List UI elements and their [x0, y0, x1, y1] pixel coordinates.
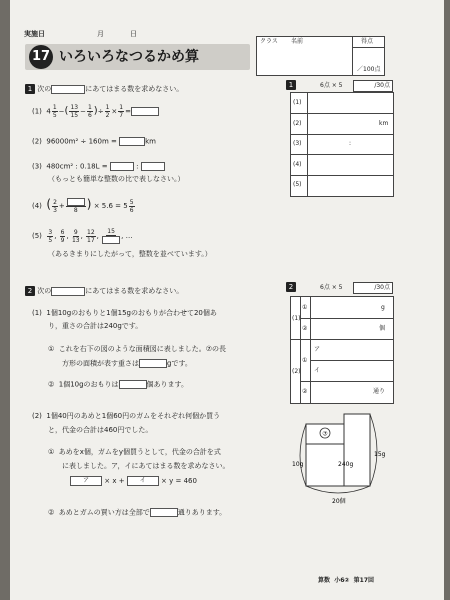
left-brace	[300, 424, 306, 486]
q1-5-answer-blank[interactable]	[102, 236, 120, 244]
q2-part2-line2: と，代金の合計は460円でした。	[48, 426, 153, 434]
lesson-number-badge: 17	[29, 45, 53, 69]
q2-1-1-answer-blank[interactable]	[139, 359, 167, 368]
month-label: 月	[97, 30, 104, 38]
answer1-grid	[290, 92, 394, 197]
answer1-row-5: (5)	[293, 181, 302, 188]
q1-blank-sample	[51, 85, 85, 94]
q1-number: 1	[25, 84, 35, 94]
q1-item-2: (2) 96000m² ÷ 160m = km	[32, 137, 156, 146]
q1-item-3: (3) 480cm² : 0.18L = :	[32, 162, 165, 172]
center-label: 240g	[338, 461, 354, 468]
q2-part2-equation: ア × x + イ × y = 460	[70, 476, 197, 486]
answer2-unit-g: g	[381, 304, 385, 311]
answer1-unit-km: km	[379, 120, 389, 127]
answer2-header: 2	[286, 282, 296, 292]
day-label: 日	[130, 30, 137, 38]
q1-instruction: 1 次の にあてはまる数を求めなさい。	[25, 84, 183, 94]
worksheet-page	[10, 0, 444, 600]
answer1-row-1: (1)	[293, 99, 302, 106]
q2-part1-sub1: ① これを右下の図のような面積図に表しました。⑦の長	[48, 345, 227, 353]
area-diagram	[292, 412, 392, 504]
q2-number: 2	[25, 286, 35, 296]
q1-1-answer-blank[interactable]	[131, 107, 159, 116]
title-bar	[25, 44, 250, 70]
q2-2-1-answer-i[interactable]: イ	[127, 476, 159, 486]
q2-instruction: 2 次の にあてはまる数を求めなさい。	[25, 286, 183, 296]
q1-item-1: (1) 4 $\frac{1}{5}$ −( $\frac{13}{15}$ − $\frac{1}{6}$ )÷ $\frac{1}{2}$ × $\frac{1}{7}$ =	[32, 104, 159, 119]
answer2-outer-2: (2)	[292, 368, 301, 375]
q2-part1-sub1-line2: 方形の面積が表す重さは gです。	[62, 359, 192, 368]
name-box	[256, 36, 385, 76]
answer2-outer-1: (1)	[292, 315, 301, 322]
q2-2-2-answer-blank[interactable]	[150, 508, 178, 517]
answer2-score-box: /30点	[353, 282, 393, 294]
answer2-grid	[290, 296, 394, 404]
answer2-unit-ko: 個	[379, 325, 386, 332]
class-label: クラス	[260, 38, 278, 45]
answer1-points: 6点 × 5	[320, 82, 343, 89]
q2-1-2-answer-blank[interactable]	[119, 380, 147, 389]
name-label: 名前	[291, 38, 304, 45]
footer-grade: 小6②	[334, 577, 350, 584]
q2-part2: (2) 1個40円のあめと1個60円のガムをそれぞれ何個か買う	[32, 412, 221, 420]
footer-subject: 算数	[318, 577, 331, 584]
q1-2-answer-blank[interactable]	[119, 137, 145, 146]
left-label: 10g	[292, 461, 304, 468]
q1-3-answer-blank-b[interactable]	[141, 162, 165, 171]
answer2-inner-1a: ①	[302, 304, 308, 311]
score-total: ／100点	[357, 66, 381, 73]
footer-lesson: 第17回	[353, 577, 375, 584]
q2-part1-line2: り，重さの合計は240gです。	[48, 322, 143, 330]
date-label: 実施日	[24, 30, 45, 38]
q2-part2-sub1-line2: に表しました。ア，イにあてはまる数を求めなさい。	[62, 462, 230, 470]
answer2-inner-2b: ②	[302, 388, 308, 395]
region-label: ⑦	[322, 430, 328, 438]
q1-item-3-note: （もっとも簡単な整数の比で表しなさい。）	[48, 175, 185, 183]
right-label: 15g	[374, 451, 386, 458]
bottom-brace	[306, 486, 370, 493]
q1-4-answer-blank[interactable]	[67, 198, 85, 206]
q1-3-answer-blank-a[interactable]	[110, 162, 134, 171]
answer1-colon: :	[349, 140, 352, 147]
q1-item-5: (5) $\frac{3}{5}$ , $\frac{6}{9}$ , $\frac{9}{13}$ , $\frac{12}{17}$ , 15 , …	[32, 228, 133, 244]
answer1-header: 1	[286, 80, 296, 90]
q2-blank-sample	[51, 287, 85, 296]
answer1-score-box: /30点	[353, 80, 393, 92]
q2-part1-sub2: ② 1個10gのおもりは 個あります。	[48, 380, 188, 389]
answer2-inner-1b: ①	[302, 357, 308, 364]
right-brace	[370, 414, 377, 486]
answer1-row-3: (3)	[293, 140, 302, 147]
answer2-label-i: イ	[314, 367, 321, 374]
q2-part1: (1) 1個10gのおもりと1個15gのおもりが合わせて20個あ	[32, 309, 217, 317]
q2-part2-sub2: ② あめとガムの買い方は全部で 通りあります。	[48, 508, 227, 517]
q2-part2-sub1: ① あめをx個，ガムをy個買うとして，代金の合計を式	[48, 448, 221, 456]
answer2-unit-tori: 通り	[373, 388, 386, 395]
q2-2-1-answer-a[interactable]: ア	[70, 476, 102, 486]
footer	[318, 577, 374, 585]
page-title: いろいろなつるかめ算	[59, 49, 199, 65]
bottom-label: 20個	[332, 498, 346, 504]
answer2-points: 6点 × 5	[320, 284, 343, 291]
answer1-row-2: (2)	[293, 120, 302, 127]
score-label: 得点	[361, 38, 374, 45]
answer2-inner-2a: ②	[302, 325, 308, 332]
area-rect-right	[344, 414, 370, 486]
answer2-label-a: ア	[314, 346, 321, 353]
q1-item-5-note: （あるきまりにしたがって，整数を並べています。）	[48, 250, 212, 258]
answer1-row-4: (4)	[293, 161, 302, 168]
q1-item-4: (4) ( $\frac{2}{3}$ + 8 ) × 5.6 = 5 $\frac{5}{6}$	[32, 197, 134, 214]
